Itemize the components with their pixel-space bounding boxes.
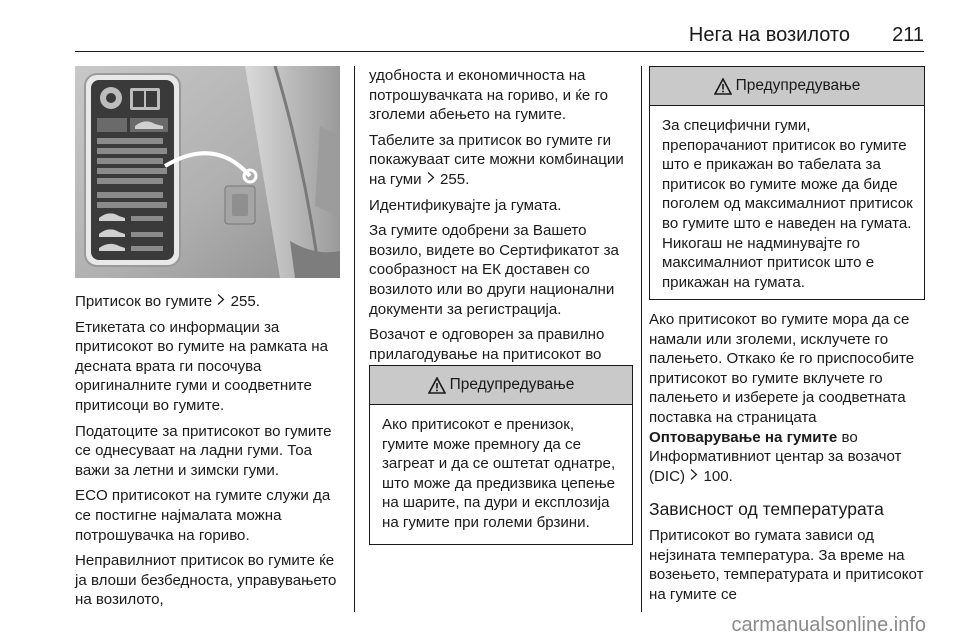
paragraph: Возачот е одговорен за правилно прилагодување на притисокот во [369,326,605,363]
text: Притисок во гумите [75,293,217,310]
text-column-1 [75,292,345,616]
paragraph: Неправилниот притисок во гумите ќе ја влоши безбедноста, управувањето на возилото, [75,552,337,609]
page-number: 211 [892,24,924,46]
page-title: Нега на возилото [688,24,850,46]
page-reference[interactable]: 255. [440,170,470,188]
paragraph [649,310,925,486]
warning-box-1 [369,365,633,545]
paragraph: Притисокот во гумата зависи од нејзината температура. За време на возењето, температурата и притисокот на гумите се [649,526,924,603]
column-divider-right [641,66,642,612]
page-header [0,0,960,52]
door-frame-illustration [75,66,340,278]
warning-triangle-icon [714,78,732,95]
text: Табелите за притисок во гумите ги покажуваат сите можни комбинации на гуми [369,131,624,188]
header-rule [75,51,924,52]
cross-reference-icon [689,468,699,485]
cross-reference-icon [426,171,436,188]
text-column-3 [649,310,925,610]
paragraph: ECO притисокот на гумите служи да се постигне најмалата можна потрошувачка на гориво. [75,487,331,544]
warning-text: За специфични гуми, препорачаниот притисок во гумите што е прикажан во табелата за притисок во гумите може да биде поголем од максималниот притисок во гумите што е наведен на гумата. Никогаш не надминувајте го максималниот притисок што е прикажан на гумата. [662,117,913,291]
column-divider-left [354,66,355,612]
paragraph: За гумите одобрени за Вашето возило, видете во Сертификатот за сообразност на ЕК доставен со возилото или во други национални документи за регистрација. [369,222,619,318]
paragraph: Податоците за притисокот во гумите се однесуваат на ладни гуми. Тоа важи за летни и зимски гуми. [75,422,332,479]
paragraph: удобноста и економичноста на потрошувачката на гориво, и ќе го зголеми абењето на гумите. [369,67,609,124]
warning-header [370,366,632,405]
menu-setting-name: Оптоварување на гумите [649,428,838,446]
warning-header [650,67,924,106]
cross-reference-icon [216,293,226,310]
warning-box-2 [649,66,925,300]
warning-text: Ако притисокот е пренизок, гумите може премногу да се загреат и да се оштетат однатре, што може да предизвика цепење на шарите, па дури и експлозија на гумите при големи брзини. [382,416,616,531]
paragraph [75,292,345,312]
paragraph: Идентификувајте ја гумата. [369,196,562,214]
text: во Информативниот центар за возачот (DIC) [649,428,902,485]
paragraph: Етикетата со информации за притисокот во гумите на рамката на десната врата ги посочува оригиналните гуми и соодветните притисоци во гумите. [75,318,329,414]
section-heading: Зависност од температурата [649,499,884,520]
text: Ако притисокот во гумите мора да се намали или зголеми, исклучете го палењето. Откако ќе го приспособите притисокот во гумите вклучете го палењето и изберете ја соодветната поставка на страницата [649,311,915,426]
tire-pressure-label-photo [75,66,340,278]
warning-title: Предупредување [449,376,575,393]
text-column-2 [369,66,634,390]
warning-triangle-icon [428,377,446,394]
page-reference[interactable]: 255. [230,293,260,310]
watermark: carmanualsonline.info [731,614,926,636]
page-reference[interactable]: 100. [703,467,733,485]
paragraph [369,131,634,190]
warning-title: Предупредување [735,77,861,94]
